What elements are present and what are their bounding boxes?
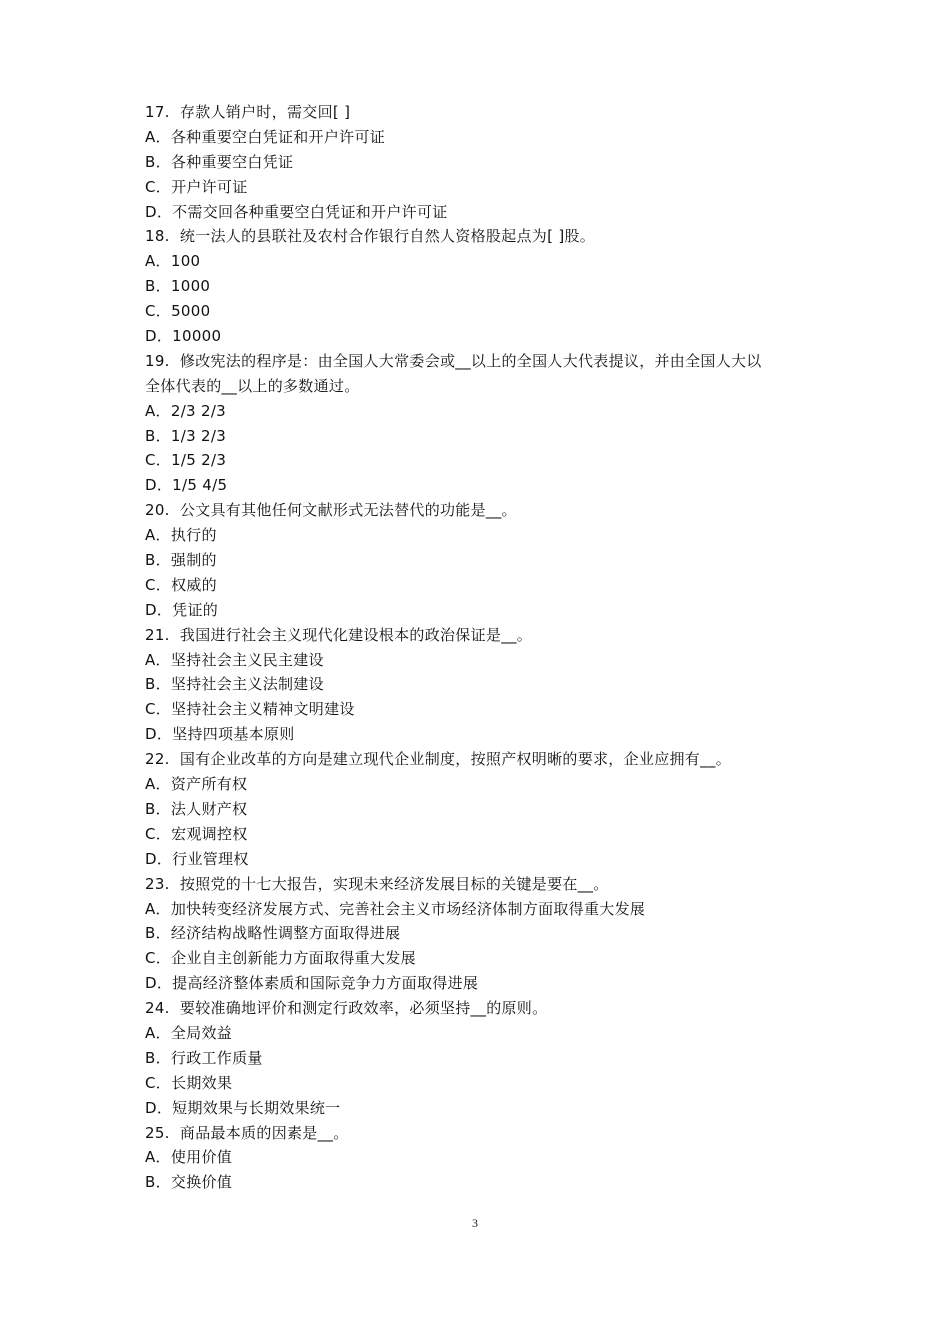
- option-b: B．坚持社会主义法制建设: [145, 675, 324, 694]
- question-stem: 22. 国有企业改革的方向是建立现代企业制度，按照产权明晰的要求，企业应拥有__。: [145, 750, 731, 769]
- option-b: B．行政工作质量: [145, 1048, 263, 1067]
- option-d: D．不需交回各种重要空白凭证和开户许可证: [145, 202, 448, 221]
- question-stem: 25. 商品最本质的因素是__。: [145, 1123, 349, 1142]
- option-a: A．加快转变经济发展方式、完善社会主义市场经济体制方面取得重大发展: [145, 899, 646, 918]
- option-a: A．2/3 2/3: [145, 401, 227, 420]
- option-a: A．全局效益: [145, 1023, 233, 1042]
- option-c: C．权威的: [145, 575, 217, 594]
- option-c: C．坚持社会主义精神文明建设: [145, 700, 355, 719]
- option-b: B．法人财产权: [145, 799, 248, 818]
- question-stem: 17. 存款人销户时，需交回[ ]: [145, 103, 351, 121]
- option-b: B．强制的: [145, 551, 217, 570]
- option-b: B．经济结构战略性调整方面取得进展: [145, 924, 401, 943]
- question-stem: 18. 统一法人的县联社及农村合作银行自然人资格股起点为[ ]股。: [145, 227, 596, 246]
- option-d: D．10000: [145, 327, 222, 346]
- option-d: D．短期效果与长期效果统一: [145, 1098, 341, 1117]
- question-stem: 21. 我国进行社会主义现代化建设根本的政治保证是__。: [145, 625, 533, 644]
- option-a: A．坚持社会主义民主建设: [145, 650, 324, 669]
- option-b: B．交换价值: [145, 1173, 233, 1192]
- option-d: D．行业管理权: [145, 849, 249, 868]
- option-a: A．使用价值: [145, 1148, 233, 1167]
- option-a: A．执行的: [145, 526, 217, 545]
- question-stem: 19. 修改宪法的程序是：由全国人大常委会或__以上的全国人大代表提议，并由全国人大以: [145, 351, 762, 370]
- option-c: C．5000: [145, 302, 211, 321]
- option-d: D．坚持四项基本原则: [145, 725, 295, 744]
- option-b: B．1000: [145, 277, 211, 296]
- option-b: B．各种重要空白凭证: [145, 152, 294, 171]
- option-a: A．100: [145, 252, 201, 271]
- option-d: D．提高经济整体素质和国际竞争力方面取得进展: [145, 974, 479, 993]
- option-d: D．1/5 4/5: [145, 476, 228, 495]
- question-stem: 20. 公文具有其他任何文献形式无法替代的功能是__。: [145, 501, 517, 520]
- option-a: A．资产所有权: [145, 775, 248, 794]
- page-number: 3: [472, 1216, 478, 1230]
- option-d: D．凭证的: [145, 600, 219, 619]
- question-stem-continued: 全体代表的__以上的多数通过。: [145, 376, 360, 395]
- option-c: C．长期效果: [145, 1073, 233, 1092]
- option-c: C．开户许可证: [145, 177, 248, 196]
- option-c: C．企业自主创新能力方面取得重大发展: [145, 949, 416, 968]
- option-a: A．各种重要空白凭证和开户许可证: [145, 127, 386, 146]
- question-list: [145, 100, 825, 1195]
- question-stem: 24. 要较准确地评价和测定行政效率，必须坚持__的原则。: [145, 999, 548, 1018]
- option-c: C．1/5 2/3: [145, 451, 227, 470]
- question-stem: 23. 按照党的十七大报告，实现未来经济发展目标的关键是要在__。: [145, 874, 609, 893]
- option-b: B．1/3 2/3: [145, 426, 227, 445]
- option-c: C．宏观调控权: [145, 824, 248, 843]
